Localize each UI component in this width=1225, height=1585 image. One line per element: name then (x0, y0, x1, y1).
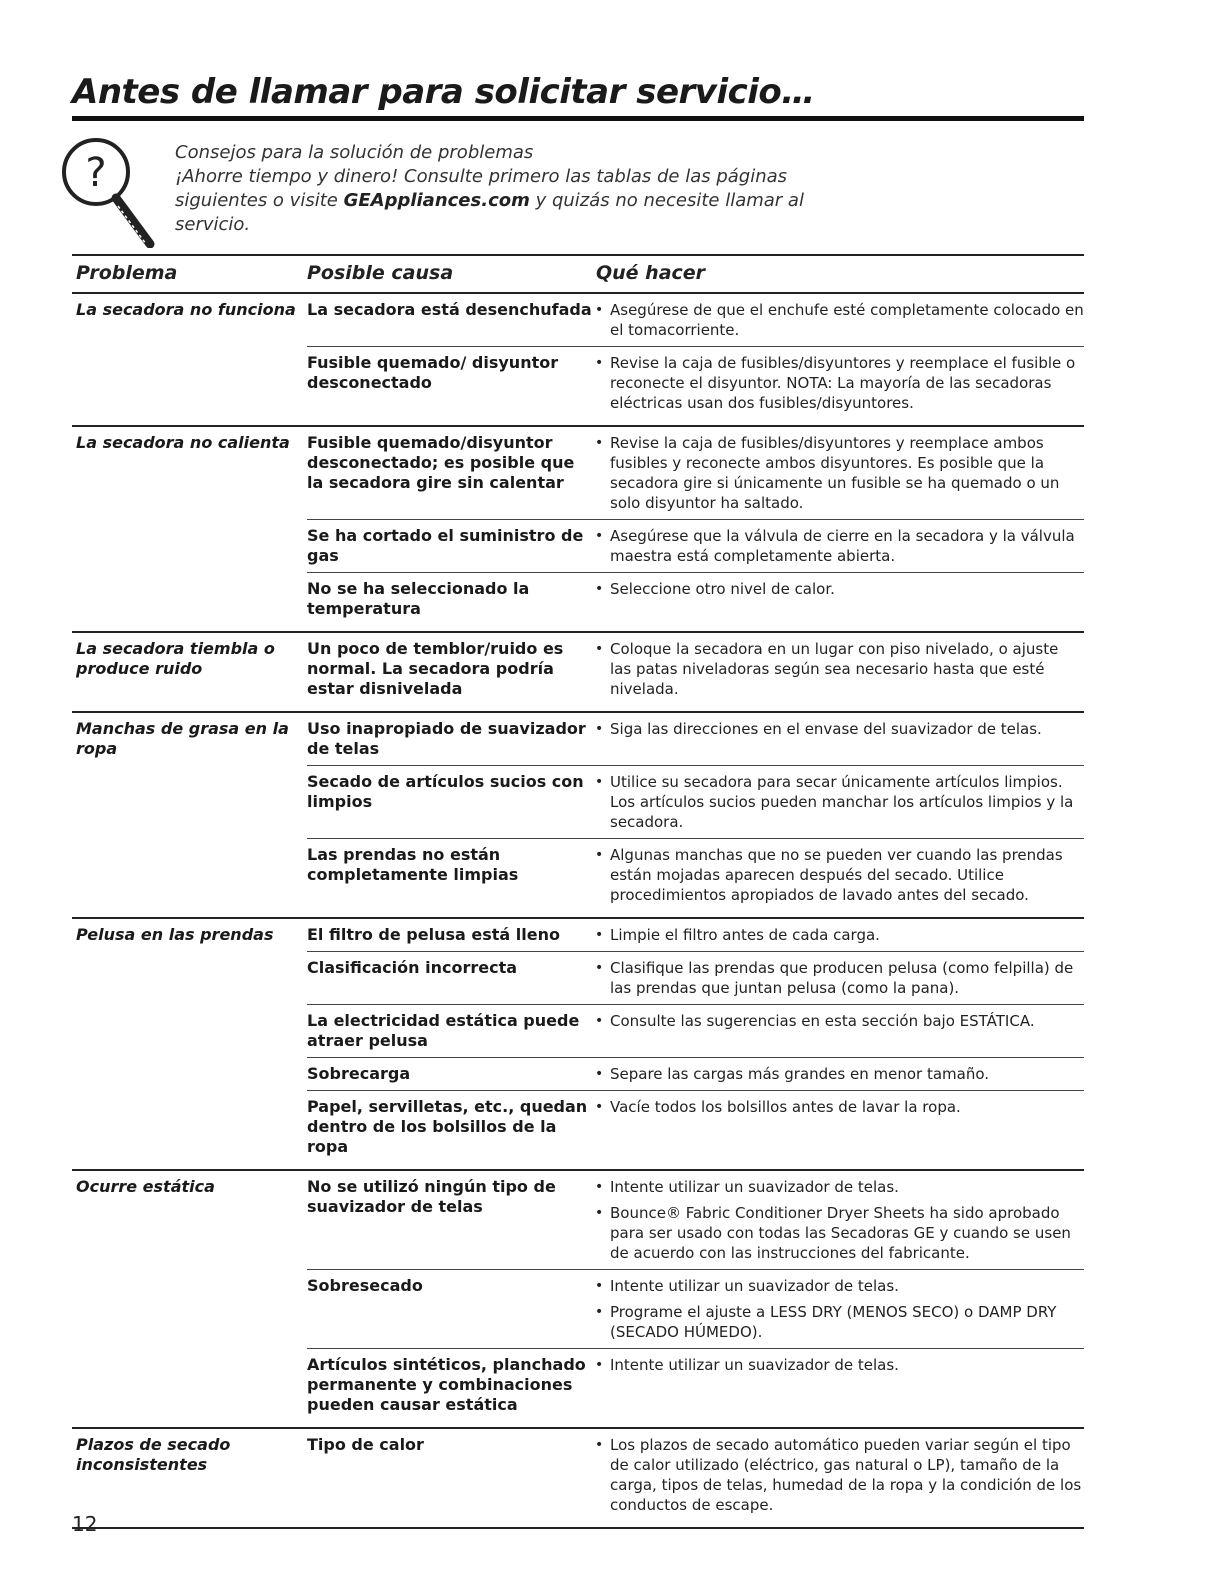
possible-cause: Fusible quemado/disyuntor desconectado; es posible que la secadora gire sin calentar (307, 433, 575, 492)
table-row (307, 1429, 1084, 1521)
problem-label: La secadora no calienta (76, 433, 290, 452)
table-row (307, 765, 1084, 838)
table-row (307, 1057, 1084, 1090)
table-row (307, 1090, 1084, 1163)
action-item: • Intente utilizar un suavizador de telas. (592, 1177, 1084, 1197)
possible-cause: Sobrecarga (307, 1064, 411, 1083)
action-item: • Vacíe todos los bolsillos antes de lavar la ropa. (592, 1097, 1084, 1117)
action-item: • Bounce® Fabric Conditioner Dryer Sheets ha sido aprobado para ser usado con todas las Secadoras GE y cuando se usen de acuerdo con las instrucciones del fabricante. (592, 1203, 1084, 1263)
possible-cause: La secadora está desenchufada (307, 300, 592, 319)
tip-line: y quizás no necesite llamar al (529, 190, 804, 211)
what-to-do (592, 1097, 1084, 1157)
problem-group (72, 713, 1084, 919)
possible-cause: El filtro de pelusa está lleno (307, 925, 560, 944)
possible-cause: La electricidad estática puede atraer pelusa (307, 1011, 580, 1050)
title-rule (72, 116, 1084, 121)
action-item: • Limpie el filtro antes de cada carga. (592, 925, 1084, 945)
possible-cause: Secado de artículos sucios con limpios (307, 772, 584, 811)
problem-label: La secadora no funciona (76, 300, 296, 319)
problem-group (72, 427, 1084, 633)
tip-line: ¡Ahorre tiempo y dinero! Consulte primero las tablas de las páginas (175, 166, 788, 187)
table-row (307, 633, 1084, 705)
table-body (72, 294, 1084, 1529)
svg-text:?: ? (85, 150, 107, 196)
table-row (307, 919, 1084, 951)
column-header-cause: Posible causa (307, 262, 454, 284)
possible-cause: Sobresecado (307, 1276, 423, 1295)
what-to-do (592, 1435, 1084, 1515)
action-item: • Seleccione otro nivel de calor. (592, 579, 1084, 599)
problem-group (72, 294, 1084, 427)
tip-line: siguientes o visite (175, 190, 344, 211)
what-to-do (592, 1011, 1084, 1051)
action-item: • Clasifique las prendas que producen pelusa (como felpilla) de las prendas que juntan pelusa (como la pana). (592, 958, 1084, 998)
what-to-do (592, 1355, 1084, 1415)
what-to-do (592, 925, 1084, 945)
action-item: • Revise la caja de fusibles/disyuntores y reemplace ambos fusibles y reconecte ambos disyuntores. Es posible que la secadora gire si únicamente un fusible se ha quemado o un solo disyuntor ha saltado. (592, 433, 1084, 513)
table-row (307, 427, 1084, 519)
possible-cause: Clasificación incorrecta (307, 958, 518, 977)
what-to-do (592, 579, 1084, 619)
table-row (307, 1269, 1084, 1348)
problem-label: Manchas de grasa en la ropa (76, 719, 289, 758)
table-row (307, 951, 1084, 1004)
action-item: • Coloque la secadora en un lugar con piso nivelado, o ajuste las patas niveladoras según sea necesario hasta que esté nivelada. (592, 639, 1084, 699)
what-to-do (592, 1064, 1084, 1084)
table-row (307, 519, 1084, 572)
table-header (72, 256, 1084, 292)
possible-cause: No se ha seleccionado la temperatura (307, 579, 530, 618)
troubleshooting-tip (175, 141, 815, 237)
page-number: 12 (72, 1512, 98, 1536)
column-header-action: Qué hacer (596, 262, 706, 284)
table-row (307, 294, 1084, 346)
possible-cause: Fusible quemado/ disyuntor desconectado (307, 353, 559, 392)
column-header-problem: Problema (76, 262, 178, 284)
magnifier-question-icon (58, 136, 158, 248)
action-item: • Asegúrese que la válvula de cierre en la secadora y la válvula maestra está completamente abierta. (592, 526, 1084, 566)
table-row (307, 838, 1084, 911)
action-item: • Revise la caja de fusibles/disyuntores y reemplace el fusible o reconecte el disyuntor. NOTA: La mayoría de las secadoras eléctricas usan dos fusibles/disyuntores. (592, 353, 1084, 413)
action-item: • Intente utilizar un suavizador de telas. (592, 1276, 1084, 1296)
table-row (307, 1348, 1084, 1421)
possible-cause: Las prendas no están completamente limpias (307, 845, 519, 884)
table-row (307, 713, 1084, 765)
geappliances-link[interactable]: GEAppliances.com (343, 190, 530, 211)
action-item: • Siga las direcciones en el envase del suavizador de telas. (592, 719, 1084, 739)
problem-group (72, 919, 1084, 1171)
what-to-do (592, 719, 1084, 759)
action-item: • Algunas manchas que no se pueden ver cuando las prendas están mojadas aparecen después del secado. Utilice procedimientos apropiados de lavado antes del secado. (592, 845, 1084, 905)
what-to-do (592, 639, 1084, 699)
possible-cause: Papel, servilletas, etc., quedan dentro de los bolsillos de la ropa (307, 1097, 588, 1156)
possible-cause: Tipo de calor (307, 1435, 424, 1454)
problem-label: Ocurre estática (76, 1177, 215, 1196)
problem-group (72, 633, 1084, 713)
problem-group (72, 1429, 1084, 1529)
problem-label: Plazos de secado inconsistentes (76, 1435, 231, 1474)
action-item: • Programe el ajuste a LESS DRY (MENOS SECO) o DAMP DRY (SECADO HÚMEDO). (592, 1302, 1084, 1342)
problem-label: Pelusa en las prendas (76, 925, 274, 944)
problem-label: La secadora tiembla o produce ruido (76, 639, 275, 678)
possible-cause: No se utilizó ningún tipo de suavizador de telas (307, 1177, 556, 1216)
table-row (307, 346, 1084, 419)
what-to-do (592, 772, 1084, 832)
action-item: • Separe las cargas más grandes en menor tamaño. (592, 1064, 1084, 1084)
possible-cause: Uso inapropiado de suavizador de telas (307, 719, 586, 758)
action-item: • Los plazos de secado automático pueden variar según el tipo de calor utilizado (eléctrico, gas natural o LP), tamaño de la carga, tipos de telas, humedad de la ropa y la condición de los conductos de escape. (592, 1435, 1084, 1515)
action-item: • Consulte las sugerencias en esta sección bajo ESTÁTICA. (592, 1011, 1084, 1031)
possible-cause: Artículos sintéticos, planchado permanente y combinaciones pueden causar estática (307, 1355, 586, 1414)
what-to-do (592, 845, 1084, 905)
possible-cause: Se ha cortado el suministro de gas (307, 526, 584, 565)
table-row (307, 1004, 1084, 1057)
what-to-do (592, 1177, 1084, 1263)
what-to-do (592, 526, 1084, 566)
action-item: • Intente utilizar un suavizador de telas. (592, 1355, 1084, 1375)
action-item: • Utilice su secadora para secar únicamente artículos limpios. Los artículos sucios pueden manchar los artículos limpios y la secadora. (592, 772, 1084, 832)
action-item: • Asegúrese de que el enchufe esté completamente colocado en el tomacorriente. (592, 300, 1084, 340)
what-to-do (592, 433, 1084, 513)
what-to-do (592, 1276, 1084, 1342)
tip-heading: Consejos para la solución de problemas (175, 142, 534, 163)
possible-cause: Un poco de temblor/ruido es normal. La secadora podría estar disnivelada (307, 639, 564, 698)
what-to-do (592, 958, 1084, 998)
problem-group (72, 1171, 1084, 1429)
page-title: Antes de llamar para solicitar servicio… (72, 72, 815, 112)
troubleshooting-table (72, 254, 1084, 1529)
what-to-do (592, 353, 1084, 413)
what-to-do (592, 300, 1084, 340)
tip-line: servicio. (175, 214, 251, 235)
table-row (307, 1171, 1084, 1269)
table-row (307, 572, 1084, 625)
